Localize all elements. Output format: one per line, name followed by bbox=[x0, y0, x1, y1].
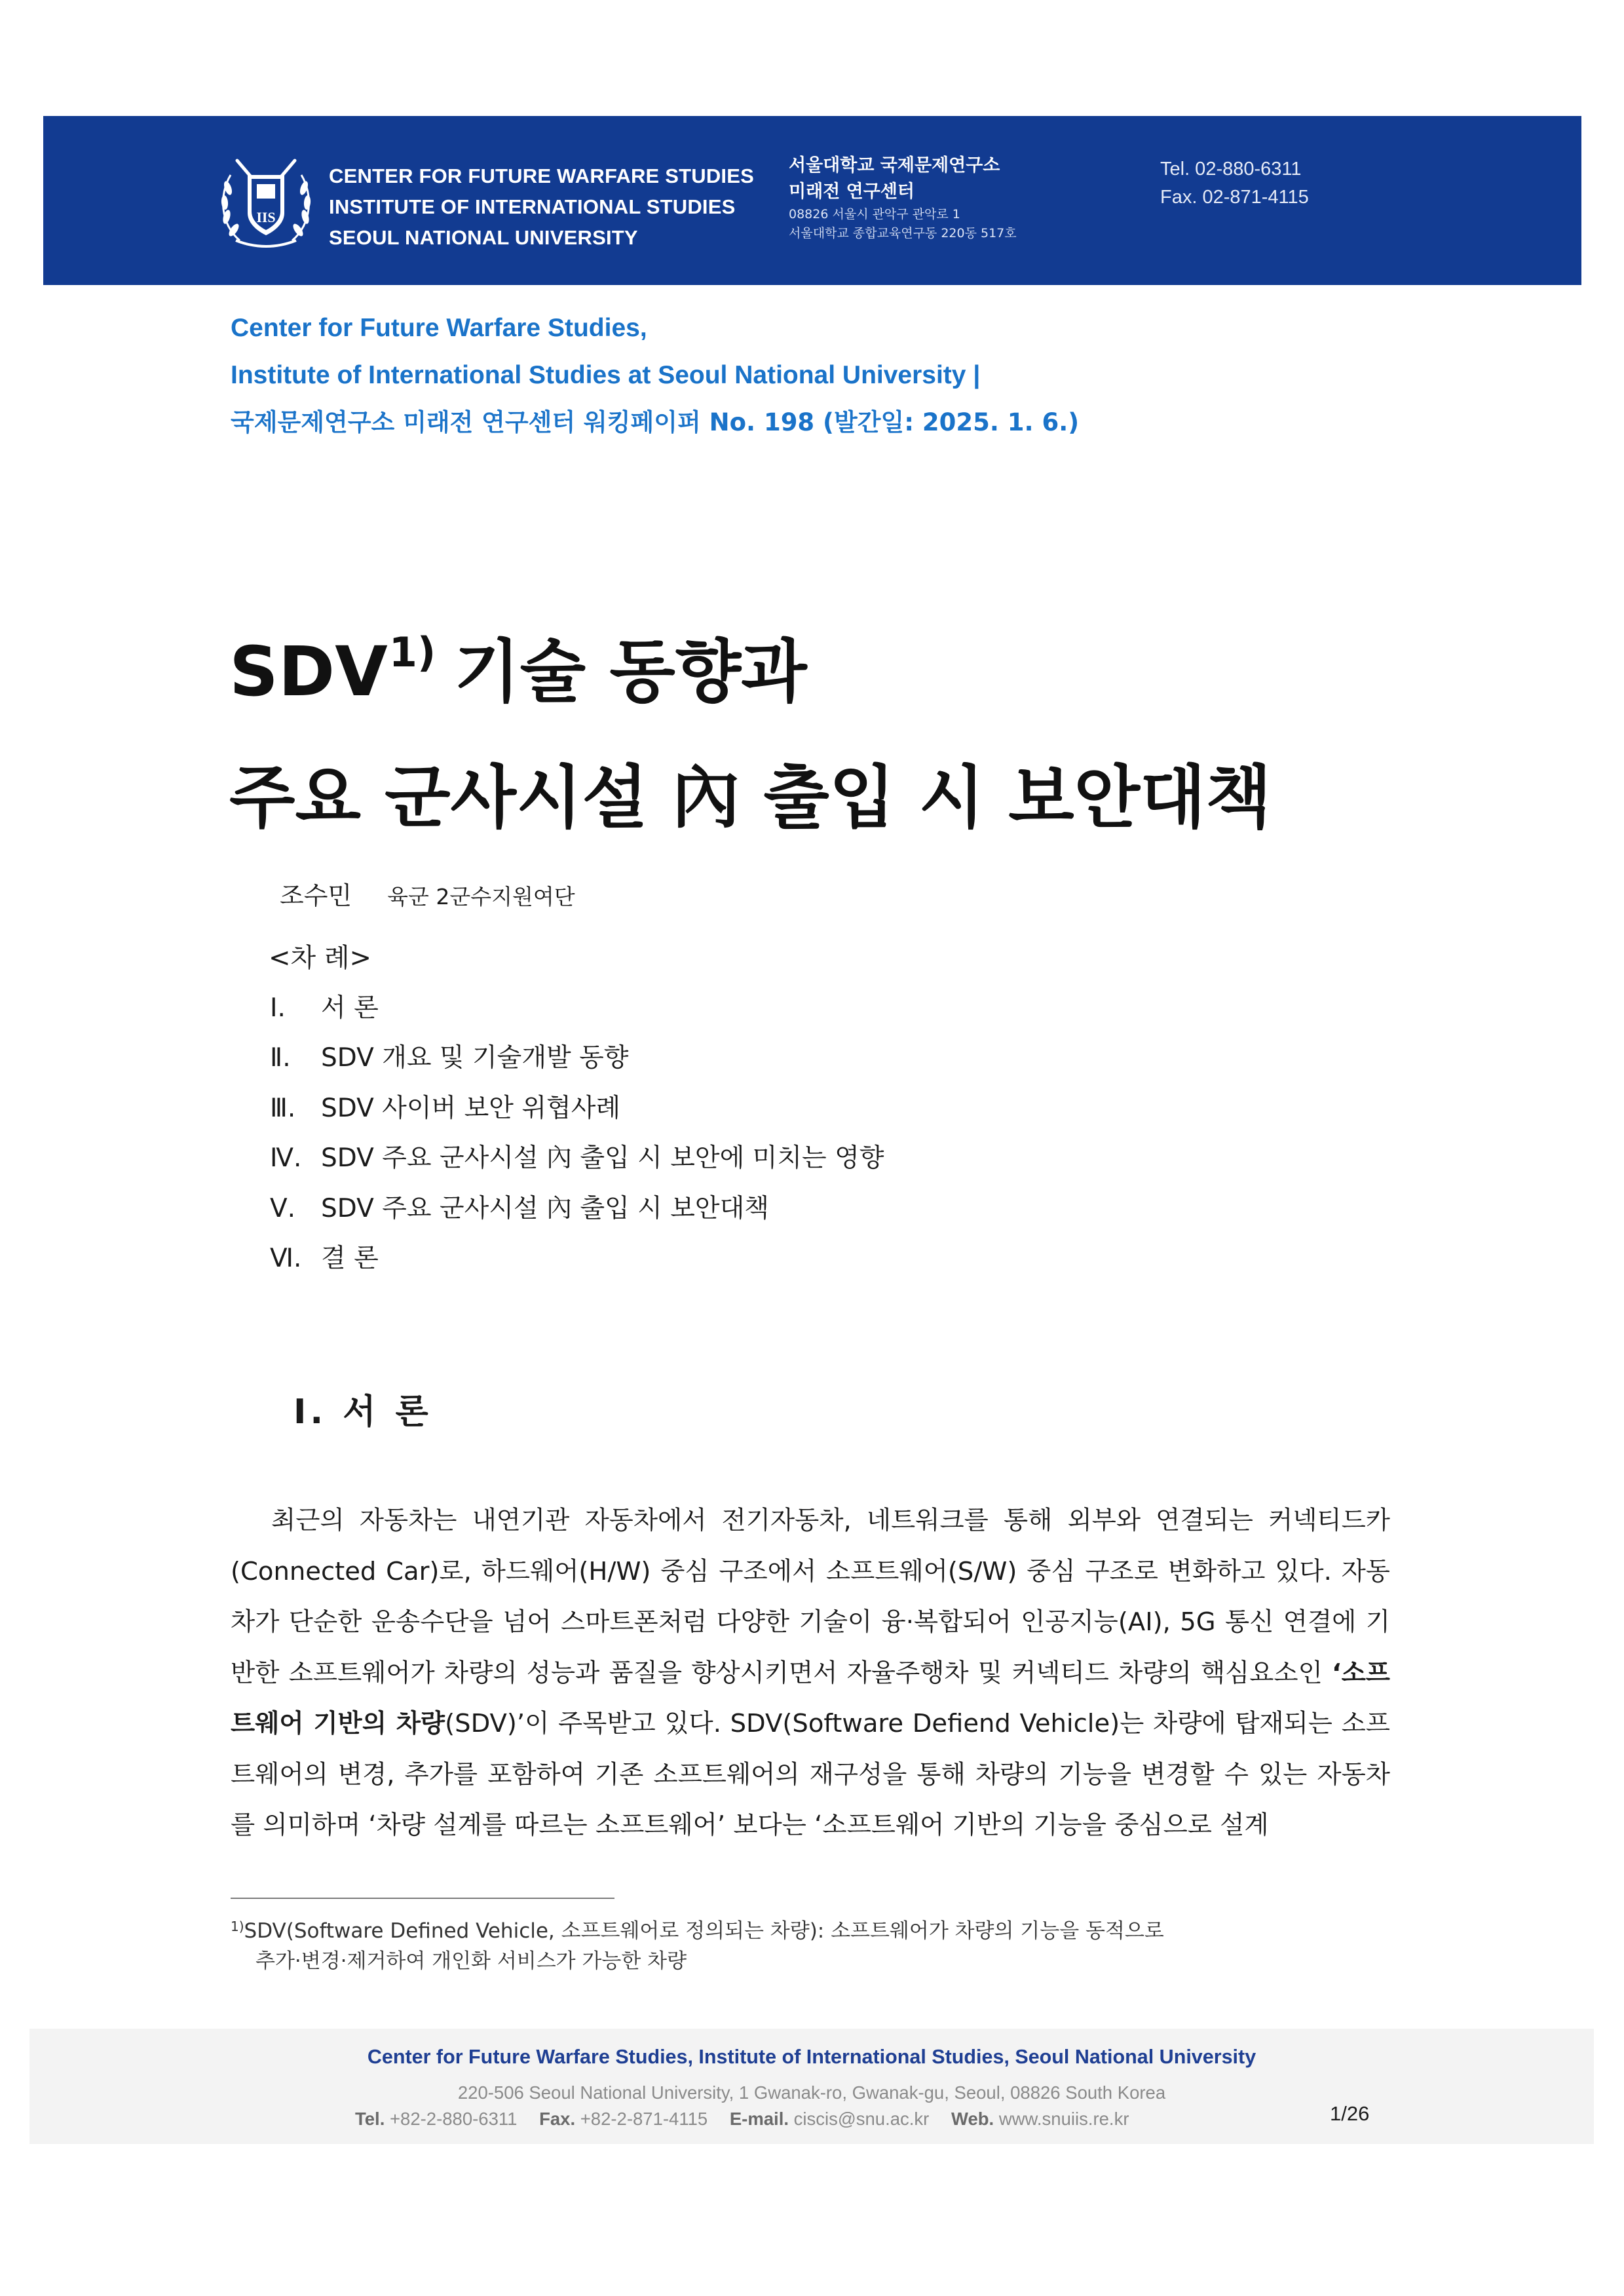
toc-item bbox=[270, 1084, 884, 1134]
title-line1 bbox=[229, 590, 1272, 735]
section-heading-introduction: Ⅰ. 서 론 bbox=[293, 1392, 432, 1432]
org-kr-line2: 미래전 연구센터 bbox=[789, 182, 915, 202]
footnote-mark: 1) bbox=[231, 1919, 244, 1934]
toc-item-text: 서 론 bbox=[321, 993, 379, 1023]
page-number: 1/26 bbox=[1330, 2102, 1370, 2125]
org-name-korean bbox=[789, 153, 1017, 243]
org-kr-line1: 서울대학교 국제문제연구소 bbox=[789, 155, 1000, 176]
header-tel: Tel. 02-880-6311 bbox=[1160, 159, 1302, 180]
footer-tel-label: Tel. bbox=[355, 2109, 385, 2129]
footer-email-link[interactable]: ciscis@snu.ac.kr bbox=[793, 2109, 930, 2129]
title-line2: 주요 군사시설 內 출입 시 보안대책 bbox=[229, 757, 1272, 837]
body-text-part1: 최근의 자동차는 내연기관 자동차에서 전기자동차, 네트워크를 통해 외부와 연결되는 커넥티드카(Connected Car)로, 하드웨어(H/W) 중심 구조에서 소프트웨어(S/W) 중심 구조로 변화하고 있다. 자동차가 단순한 운송수단을 넘어 스마트폰처럼 다양한 기술이 융·복합되어 인공지능(AI), 5G 통신 연결에 기반한 소프트웨어가 차량의 성능과 품질을 향상시키면서 자율주행차 및 커넥티드 차량의 핵심요소인 bbox=[231, 1506, 1390, 1688]
toc-item bbox=[270, 1234, 884, 1284]
footer-fax: +82-2-871-4115 bbox=[580, 2109, 708, 2129]
org-name-english bbox=[329, 161, 754, 253]
footnote-line2: 추가·변경·제거하여 개인화 서비스가 가능한 차량 bbox=[255, 1949, 687, 1973]
toc-item bbox=[270, 1184, 884, 1234]
author-name: 조수민 bbox=[280, 881, 352, 910]
toc-item-number: Ⅳ. bbox=[270, 1143, 302, 1173]
header-fax: Fax. 02-871-4115 bbox=[1160, 187, 1309, 208]
toc-item-text: SDV 개요 및 기술개발 동향 bbox=[321, 1043, 629, 1073]
footer-email-label: E-mail. bbox=[729, 2109, 789, 2129]
author-line bbox=[280, 875, 575, 911]
body-text-part2: (SDV)’이 주목받고 있다. SDV(Software Defiend Vehicle)는 차량에 탑재되는 소프트웨어의 변경, 추가를 포함하여 기존 소프트웨어의 재구성을 통해 차량의 기능을 변경할 수 있는 자동차를 의미하며 ‘차량 설계를 따르는 소프트웨어’ 보다는 ‘소프트웨어 기반의 기능을 중심으로 설계 bbox=[231, 1709, 1390, 1840]
toc-item-text: SDV 사이버 보안 위협사례 bbox=[321, 1093, 621, 1123]
footer-title: Center for Future Warfare Studies, Institute of International Studies, Seoul National University bbox=[367, 2046, 1256, 2068]
header-contact bbox=[1160, 155, 1309, 212]
footnote bbox=[231, 1911, 1397, 1976]
toc-item-text: 결 론 bbox=[321, 1244, 379, 1273]
footer-web-link[interactable]: www.snuiis.re.kr bbox=[998, 2109, 1129, 2129]
toc-item-number: Ⅱ. bbox=[270, 1043, 291, 1073]
org-en-line3: SEOUL NATIONAL UNIVERSITY bbox=[329, 226, 638, 249]
footer-address: 220-506 Seoul National University, 1 Gwanak-ro, Gwanak-gu, Seoul, 08826 South Korea bbox=[457, 2082, 1166, 2103]
toc-item-number: Ⅲ. bbox=[270, 1093, 296, 1123]
author-affiliation: 육군 2군수지원여단 bbox=[387, 884, 575, 909]
title-line1-rest: 기술 동향과 bbox=[454, 632, 807, 712]
toc-item-number: Ⅰ. bbox=[270, 993, 286, 1023]
address-line1: 08826 서울시 관악구 관악로 1 bbox=[789, 207, 960, 221]
toc-item-number: Ⅴ. bbox=[270, 1193, 296, 1223]
footer-contact bbox=[355, 2109, 1129, 2130]
org-en-line2: INSTITUTE OF INTERNATIONAL STUDIES bbox=[329, 195, 736, 218]
iis-emblem-logo bbox=[214, 149, 318, 254]
org-en-line1: CENTER FOR FUTURE WARFARE STUDIES bbox=[329, 164, 755, 187]
toc-item-text: SDV 주요 군사시설 內 출입 시 보안에 미치는 영향 bbox=[321, 1143, 884, 1173]
toc-item bbox=[270, 1033, 884, 1084]
series-line3: 국제문제연구소 미래전 연구센터 워킹페이퍼 No. 198 (발간일: 2025. 1. 6.) bbox=[231, 408, 1080, 436]
footnote-ref-1: 1) bbox=[388, 628, 436, 676]
series-line2: Institute of International Studies at Seoul National University | bbox=[231, 361, 981, 389]
table-of-contents bbox=[270, 933, 884, 1284]
toc-heading: <차 례> bbox=[269, 943, 372, 973]
address-line2: 서울대학교 종합교육연구동 220동 517호 bbox=[789, 226, 1017, 240]
paper-title bbox=[229, 590, 1272, 860]
footnote-divider bbox=[231, 1898, 614, 1899]
header-band bbox=[43, 116, 1581, 285]
footnote-line1: SDV(Software Defined Vehicle, 소프트웨어로 정의되는 차량): 소프트웨어가 차량의 기능을 동적으로 bbox=[244, 1919, 1164, 1943]
series-line1: Center for Future Warfare Studies, bbox=[231, 314, 647, 342]
footer-band bbox=[29, 2029, 1594, 2144]
title-sdv: SDV bbox=[229, 632, 388, 712]
body-text-emphasis: ‘소프트웨어 기반의 차량 bbox=[231, 1658, 1390, 1738]
toc-item bbox=[270, 1134, 884, 1184]
svg-text:IIS: IIS bbox=[256, 209, 276, 225]
footer-web-label: Web. bbox=[951, 2109, 994, 2129]
toc-item bbox=[270, 984, 884, 1034]
body-paragraph bbox=[231, 1495, 1390, 1851]
toc-item-text: SDV 주요 군사시설 內 출입 시 보안대책 bbox=[321, 1193, 769, 1223]
series-info bbox=[231, 305, 1079, 446]
footer-tel: +82-2-880-6311 bbox=[389, 2109, 518, 2129]
toc-item-number: Ⅵ. bbox=[270, 1244, 302, 1273]
footer-fax-label: Fax. bbox=[539, 2109, 576, 2129]
